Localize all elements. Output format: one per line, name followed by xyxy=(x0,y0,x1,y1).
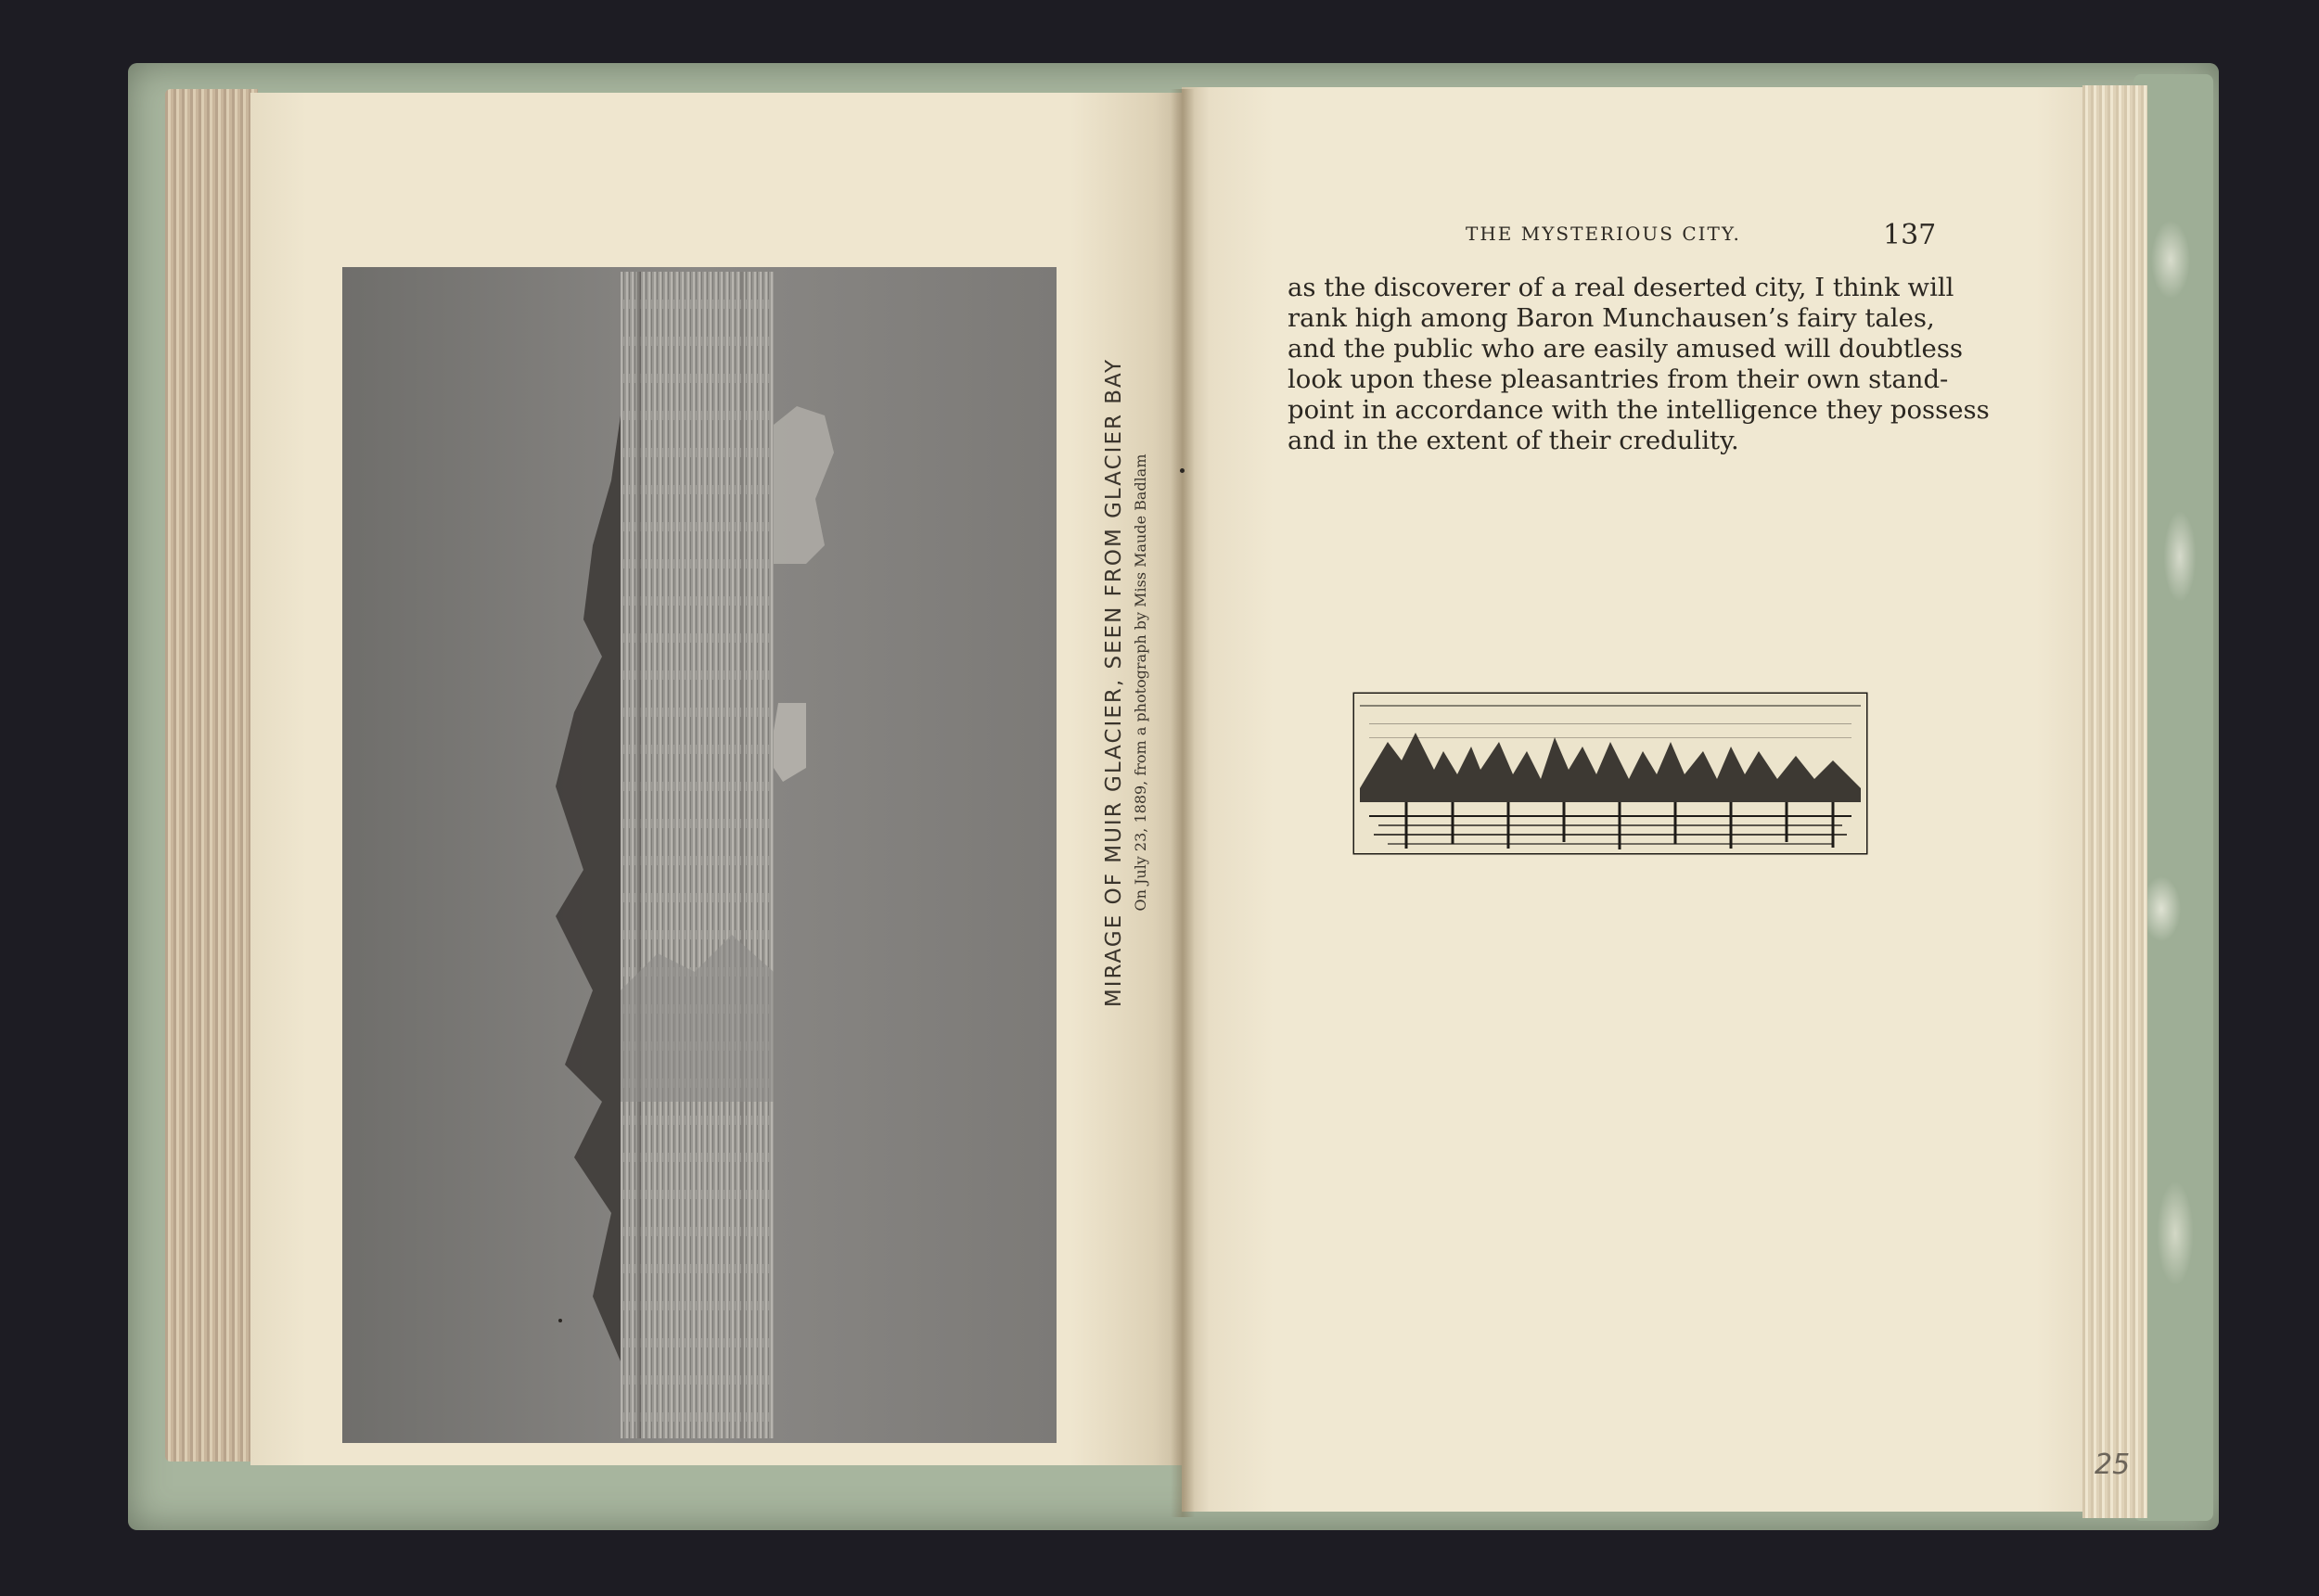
left-page-edges xyxy=(165,89,258,1462)
plate-caption-credit: On July 23, 1889, from a photograph by Miss Maude Badlam xyxy=(1132,453,1149,912)
paper-speck xyxy=(558,1319,562,1322)
body-line: and the public who are easily amused will doubtless xyxy=(1288,334,1964,364)
body-paragraph xyxy=(1288,273,1990,456)
plate-caption xyxy=(1102,275,1163,1091)
mirage-band xyxy=(621,272,774,1438)
right-page-edges xyxy=(2082,85,2147,1518)
body-line: point in accordance with the intelligence they possess xyxy=(1288,395,1990,425)
running-head: THE MYSTERIOUS CITY. xyxy=(1466,223,1741,245)
body-line: and in the extent of their credulity. xyxy=(1288,426,1739,455)
mirage-plate-image xyxy=(342,267,1057,1443)
plate-caption-title: MIRAGE OF MUIR GLACIER, SEEN FROM GLACIER BAY xyxy=(1102,357,1126,1008)
body-line: as the discoverer of a real deserted city, I think will xyxy=(1288,273,1954,302)
paper-speck xyxy=(1180,468,1185,473)
page-number: 137 xyxy=(1883,219,1937,251)
plate-artwork xyxy=(342,267,1057,1443)
book-gutter xyxy=(1171,89,1195,1517)
pencil-margin-note: 25 xyxy=(2095,1449,2131,1481)
city-vignette-illustration xyxy=(1351,686,1870,859)
body-line: look upon these pleasantries from their own stand- xyxy=(1288,364,1949,394)
body-line: rank high among Baron Munchausen’s fairy tales, xyxy=(1288,303,1935,333)
